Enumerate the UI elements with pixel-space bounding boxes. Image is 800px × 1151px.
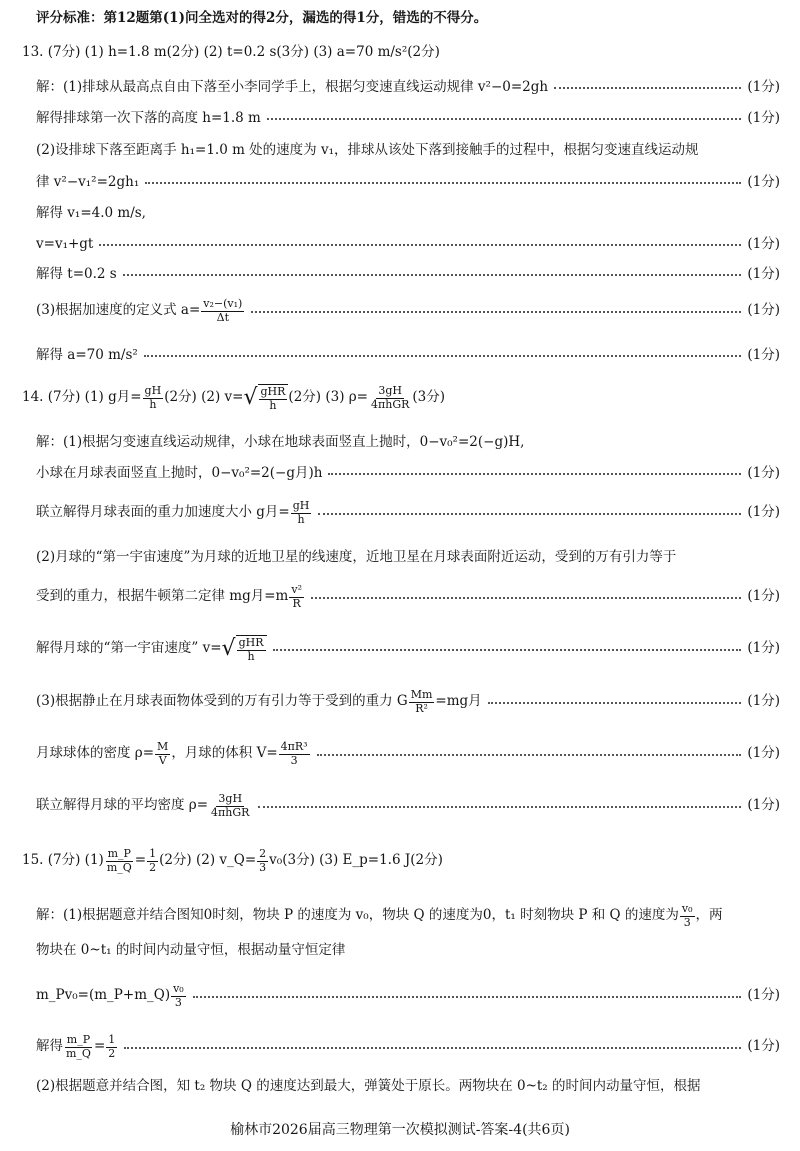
fraction: $\frac{\text{v₀}}{3}$ (681, 902, 693, 929)
fraction: $\frac{\text{v₂−(v₁)}}{\Delta t}$ (203, 297, 243, 324)
q15-header: 15. (7分) (1) $\frac{m\_P}{m\_Q}$ = $\frac{1}{2}$ (2分) (2) v_Q= $\frac{2}{3}$ v₀(3分) (3) E_p=1.6 J(2分) (22, 847, 443, 874)
fraction: $\frac{m\_P}{m\_Q}$ (106, 847, 132, 874)
q14-line: 联立解得月球表面的重力加速度大小 g月= $\frac{gH}{h}$ (1分) (36, 499, 780, 526)
q15-line: (2)根据题意并结合图，知 t₂ 物块 Q 的速度达到最大，弹簧处于原长。两物块在 0~t₂ 的时间内动量守恒，根据 (36, 1078, 701, 1094)
q14-line: 小球在月球表面竖直上抛时，0−v₀²=2(−g月)h (1分) (36, 465, 780, 481)
scoring-note: 评分标准：第12题第(1)问全选对的得2分，漏选的得1分，错选的不得分。 (36, 10, 488, 26)
fraction: $\frac{gH}{h}$ (292, 499, 310, 526)
fraction: $\frac{\text{v²}}{R}$ (291, 583, 302, 610)
q13-line: 解得 a=70 m/s² (1分) (36, 347, 780, 363)
q14-header: 14. (7分) (1) g月= $\frac{gH}{h}$ (2分) (2) v= √ $\frac{\text{gHR}}{h}$ (2分) (3) ρ= $\frac{3gH}{\text{4πhGR}}$ (3分) (22, 384, 446, 412)
square-root: √ $\frac{\text{gHR}}{h}$ (222, 635, 267, 663)
q13-line: 律 v²−v₁²=2gh₁ (1分) (36, 174, 780, 190)
fraction: $\frac{3gH}{\text{4πhGR}}$ (211, 792, 250, 819)
q13-line: 解得 v₁=4.0 m/s, (36, 205, 146, 221)
q13-line: 解得排球第一次下落的高度 h=1.8 m (1分) (36, 110, 780, 126)
q14-line: (3)根据静止在月球表面物体受到的万有引力等于受到的重力 G $\frac{Mm}{\text{R²}}$ =mg月 (1分) (36, 688, 780, 715)
fraction: $\frac{\text{4πR³}}{3}$ (280, 740, 308, 767)
q15-line: 解得 $\frac{m\_P}{m\_Q}$ = $\frac{1}{2}$ (1分) (36, 1033, 780, 1060)
q14-line: 月球球体的密度 ρ= $\frac{M}{V}$ ，月球的体积 V= $\frac{\text{4πR³}}{3}$ (1分) (36, 740, 780, 767)
fraction: $\frac{\text{v₀}}{3}$ (173, 982, 184, 1009)
fraction: $\frac{1}{2}$ (149, 847, 157, 874)
q14-line: 联立解得月球的平均密度 ρ= $\frac{3gH}{\text{4πhGR}}$ (1分) (36, 792, 780, 819)
q15-line: m_Pv₀=(m_P+m_Q) $\frac{\text{v₀}}{3}$ (1分) (36, 982, 780, 1009)
page-footer: 榆林市2026届高三物理第一次模拟测试-答案-4(共6页) (230, 1122, 570, 1138)
fraction: $\frac{gH}{h}$ (144, 384, 162, 411)
q13-line: (3)根据加速度的定义式 a= $\frac{\text{v₂−(v₁)}}{\Delta t}$ (1分) (36, 297, 780, 324)
fraction: $\frac{2}{3}$ (259, 847, 267, 874)
fraction: $\frac{3gH}{\text{4πhGR}}$ (371, 384, 410, 411)
fraction: $\frac{1}{2}$ (108, 1033, 116, 1060)
q13-line: 解：(1)排球从最高点自由下落至小李同学手上，根据匀变速直线运动规律 v²−0=2gh (1分) (36, 79, 780, 95)
q13-line: v=v₁+gt (1分) (36, 236, 780, 252)
q13-header: 13. (7分) (1) h=1.8 m(2分) (2) t=0.2 s(3分) (3) a=70 m/s²(2分) (22, 44, 440, 60)
q14-line: 解：(1)根据匀变速直线运动规律，小球在地球表面竖直上抛时，0−v₀²=2(−g)H, (36, 434, 525, 450)
q14-line: 解得月球的“第一宇宙速度” v= √ $\frac{\text{gHR}}{h}$ (1分) (36, 636, 780, 663)
q13-line: 解得 t=0.2 s (1分) (36, 266, 780, 282)
fraction: $\frac{M}{V}$ (157, 740, 169, 767)
q14-line: 受到的重力，根据牛顿第二定律 mg月=m $\frac{\text{v²}}{R}$ (1分) (36, 583, 780, 610)
q15-line: 物块在 0~t₁ 的时间内动量守恒，根据动量守恒定律 (36, 942, 346, 958)
q15-line: 解：(1)根据题意并结合图知0时刻，物块 P 的速度为 v₀，物块 Q 的速度为0，t₁ 时刻物块 P 和 Q 的速度为 $\frac{\text{v₀}}{3}$ ，两 (36, 902, 723, 929)
q13-line: (2)设排球下落至距离手 h₁=1.0 m 处的速度为 v₁，排球从该处下落到接触手的过程中，根据匀变速直线运动规 (36, 142, 699, 158)
q14-line: (2)月球的“第一宇宙速度”为月球的近地卫星的线速度，近地卫星在月球表面附近运动，受到的万有引力等于 (36, 549, 677, 565)
square-root: √ $\frac{\text{gHR}}{h}$ (243, 384, 288, 412)
fraction: $\frac{Mm}{\text{R²}}$ (410, 688, 433, 715)
fraction: $\frac{m\_P}{m\_Q}$ (66, 1033, 91, 1060)
